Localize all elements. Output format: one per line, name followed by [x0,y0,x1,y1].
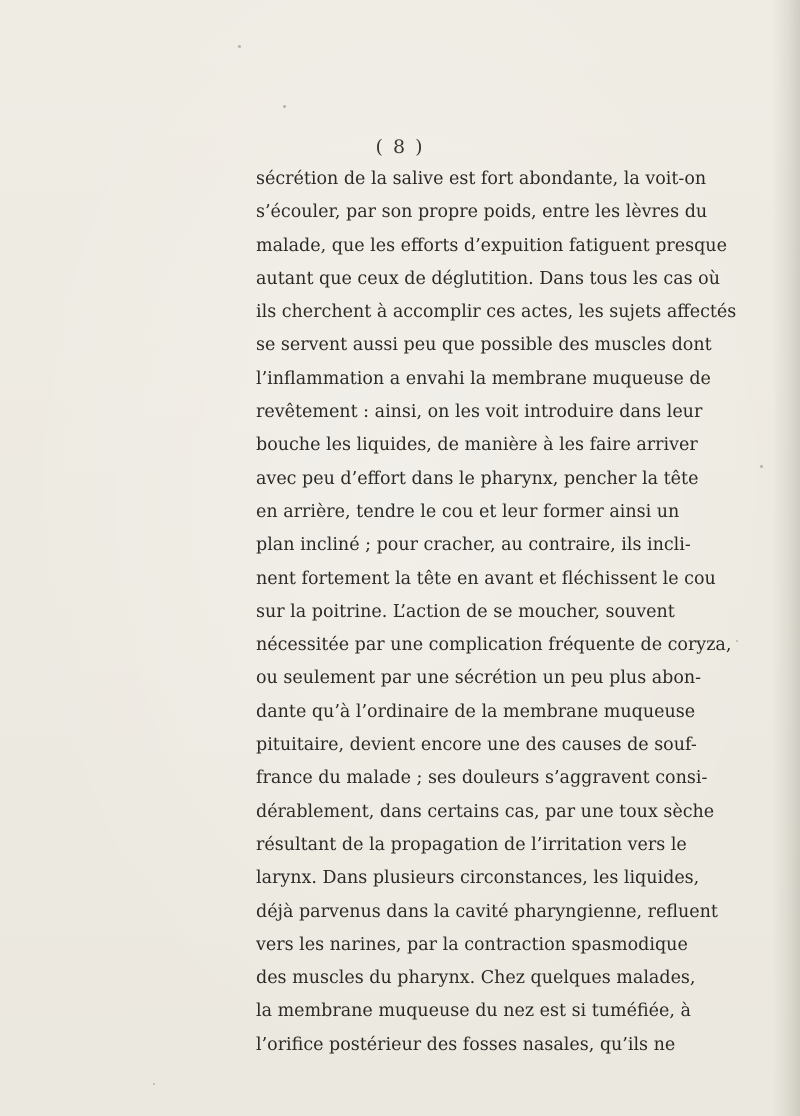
text-line: la membrane muqueuse du nez est si tuméfiée, à [256,1001,691,1022]
text-line: sur la poitrine. L’action de se moucher, souvent [256,601,675,622]
paper-speck [238,45,241,48]
body-text [256,163,737,1062]
text-line: résultant de la propagation de l’irritation vers le [256,834,687,855]
text-line: dérablement, dans certains cas, par une toux sèche [256,801,715,822]
text-line: nent fortement la tête en avant et fléchissent le cou [256,568,716,589]
text-line: s’écouler, par son propre poids, entre les lèvres du [256,202,708,223]
paper-speck [736,640,738,642]
text-line: se servent aussi peu que possible des muscles dont [256,335,712,356]
page-number: ( 8 ) [375,136,425,158]
text-line: l’inflammation a envahi la membrane muqueuse de [256,368,711,389]
text-line: bouche les liquides, de manière à les faire arriver [256,435,698,456]
text-line: pituitaire, devient encore une des causes de souf- [256,735,697,756]
text-line: avec peu d’effort dans le pharynx, pencher la tête [256,468,699,489]
paper-speck [760,465,763,468]
text-line: ou seulement par une sécrétion un peu plus abon- [256,668,702,689]
text-line: nécessitée par une complication fréquente de coryza, [256,635,732,656]
text-line: revêtement : ainsi, on les voit introduire dans leur [256,402,703,423]
text-line: plan incliné ; pour cracher, au contraire, ils incli- [256,535,691,556]
text-line: larynx. Dans plusieurs circonstances, les liquides, [256,868,700,889]
text-line: des muscles du pharynx. Chez quelques malades, [256,968,696,989]
text-line: l’orifice postérieur des fosses nasales, qu’ils ne [256,1034,676,1055]
paper-speck [153,1083,155,1085]
text-line: en arrière, tendre le cou et leur former ainsi un [256,501,680,522]
page-edge-shadow [772,0,800,1116]
text-line: déjà parvenus dans la cavité pharyngienne, refluent [256,901,718,922]
paper-speck [283,105,286,108]
text-line: dante qu’à l’ordinaire de la membrane muqueuse [256,701,696,722]
text-line: france du malade ; ses douleurs s’aggravent consi- [256,768,708,789]
text-line: sécrétion de la salive est fort abondante, la voit-on [256,169,707,189]
text-line: autant que ceux de déglutition. Dans tous les cas où [256,268,720,289]
text-line: vers les narines, par la contraction spasmodique [256,934,688,955]
text-line: ils cherchent à accomplir ces actes, les sujets affectés [256,302,737,323]
text-line: malade, que les efforts d’expuition fatiguent presque [256,235,727,256]
